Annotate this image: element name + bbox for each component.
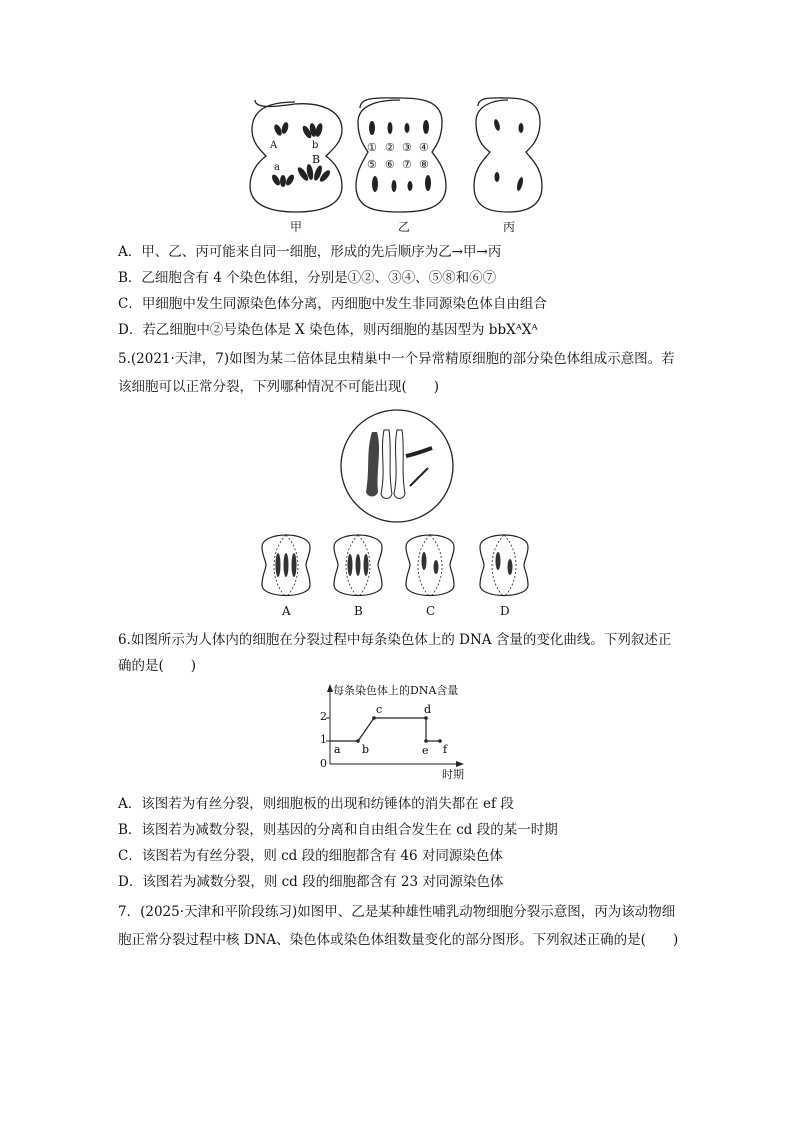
q5-option-label-c: C (426, 604, 436, 618)
yi-num-6: ⑥ (385, 158, 395, 171)
yi-num-4: ④ (419, 141, 429, 154)
cell-jia (250, 100, 342, 212)
point-f (438, 739, 442, 743)
chart-ytick-0: 0 (320, 757, 327, 770)
label-A: A (270, 140, 278, 151)
chart-xlabel: 时期 (442, 768, 464, 781)
label-a: a (274, 162, 280, 173)
label-b: b (312, 140, 319, 151)
q5-option-label-d: D (500, 604, 510, 618)
q6-option-d: D．该图若为减数分裂，则 cd 段的细胞都含有 23 对同源染色体 (118, 874, 504, 890)
label-B: B (312, 153, 321, 166)
yi-num-1: ① (367, 141, 377, 154)
q5-main-cell (0, 410, 794, 530)
point-label-c: c (376, 703, 383, 716)
yi-num-7: ⑦ (402, 158, 412, 171)
q6-option-c: C．该图若为有丝分裂，则 cd 段的细胞都含有 46 对同源染色体 (118, 848, 503, 864)
q6-option-b: B．该图若为减数分裂，则基因的分离和自由组合发生在 cd 段的某一时期 (118, 822, 558, 838)
series-line (330, 718, 426, 741)
chart-ytick-1: 1 (320, 733, 327, 746)
chart-ylabel: 每条染色体上的DNA含量 (333, 684, 459, 697)
yi-num-8: ⑧ (419, 158, 429, 171)
q4-option-d: D．若乙细胞中②号染色体是 X 染色体，则丙细胞的基因型为 bbXᴬXᴬ (118, 322, 538, 338)
yi-num-5: ⑤ (367, 158, 377, 171)
q5-option-label-a: A (282, 604, 291, 618)
yi-num-2: ② (385, 141, 395, 154)
point-b (356, 739, 360, 743)
point-label-d: d (424, 703, 432, 716)
figure-cells-jia-yi-bing (0, 0, 794, 240)
point-label-f: f (443, 743, 448, 756)
q5-option-label-b: B (354, 604, 363, 618)
q5-stem-line2: 该细胞可以正常分裂，下列哪种情况不可能出现( ) (118, 379, 440, 395)
q6-option-a: A．该图若为有丝分裂，则细胞板的出现和纺锤体的消失都在 ef 段 (118, 796, 514, 812)
q4-option-a: A．甲、乙、丙可能来自同一细胞，形成的先后顺序为乙→甲→丙 (118, 244, 502, 260)
chart-ytick-2: 2 (320, 710, 327, 723)
caption-yi: 乙 (398, 220, 411, 234)
point-label-b: b (362, 743, 370, 756)
point-c (372, 716, 376, 720)
q6-stem-line2: 确的是( ) (118, 658, 197, 674)
q4-option-b: B．乙细胞含有 4 个染色体组，分别是①②、③④、⑤⑧和⑥⑦ (118, 270, 497, 286)
q7-stem-line2: 胞正常分裂过程中核 DNA、染色体或染色体组数量变化的部分图形。下列叙述正确的是( ) (118, 932, 679, 948)
yi-num-3: ③ (402, 141, 412, 154)
point-label-a: a (334, 743, 341, 756)
q7-stem-line1: 7．(2025·天津和平阶段练习)如图甲、乙是某种雄性哺乳动物细胞分裂示意图，丙为该动物细 (118, 904, 676, 920)
caption-bing: 丙 (503, 220, 516, 234)
cell-yi (356, 98, 446, 212)
point-e (424, 739, 428, 743)
point-label-e: e (422, 744, 429, 757)
point-d (424, 716, 428, 720)
q4-option-c: C．甲细胞中发生同源染色体分离，丙细胞中发生非同源染色体自由组合 (118, 296, 547, 312)
q6-stem-line1: 6.如图所示为人体内的细胞在分裂过程中每条染色体上的 DNA 含量的变化曲线。下列叙述正 (118, 632, 672, 648)
q5-option-cells (0, 527, 794, 607)
q5-stem-line1: 5.(2021·天津，7)如图为某二倍体昆虫精巢中一个异常精原细胞的部分染色体组成示意图。若 (118, 351, 675, 367)
cell-bing (474, 98, 542, 212)
caption-jia: 甲 (290, 220, 303, 234)
